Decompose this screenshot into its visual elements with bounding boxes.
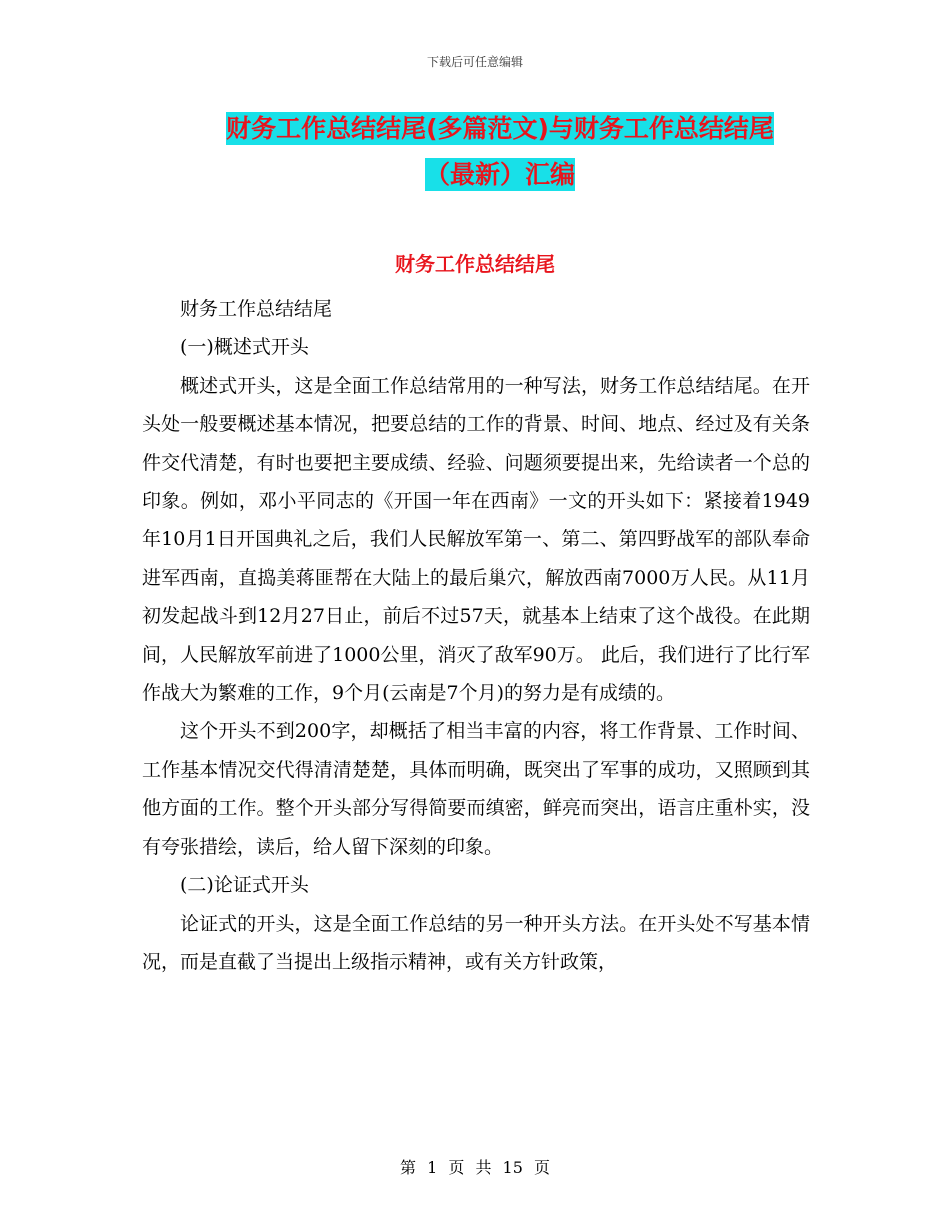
document-body — [142, 290, 810, 981]
paragraph: 概述式开头，这是全面工作总结常用的一种写法，财务工作总结结尾。在开头处一般要概述基本情况，把要总结的工作的背景、时间、地点、经过及有关条件交代清楚，有时也要把主要成绩、经验、问题须要提出来，先给读者一个总的印象。例如，邓小平同志的《开国一年在西南》一文的开头如下：紧接着1949年10月1日开国典礼之后，我们人民解放军第一、第二、第四野战军的部队奉命进军西南，直捣美蒋匪帮在大陆上的最后巢穴，解放西南7000万人民。从11月初发起战斗到12月27日止，前后不过57天，就基本上结束了这个战役。在此期间，人民解放军前进了1000公里，消灭了敌军90万。 此后，我们进行了比行军作战大为繁难的工作，9个月(云南是7个月)的努力是有成绩的。 — [142, 374, 810, 705]
page-header-note: 下载后可任意编辑 — [426, 55, 523, 69]
paragraph: 这个开头不到200字，却概括了相当丰富的内容，将工作背景、工作时间、工作基本情况交代得清清楚楚，具体而明确，既突出了军事的成功，又照顾到其他方面的工作。整个开头部分写得简要而缜密，鲜亮而突出，语言庄重朴实，没有夸张措绘，读后，给人留下深刻的印象。 — [142, 720, 810, 858]
paragraph-heading-1: (一)概述式开头 — [180, 336, 309, 359]
paragraph-section-label: 财务工作总结结尾 — [180, 298, 333, 320]
title-line-1-text: 财务工作总结结尾(多篇范文)与财务工作总结结尾 — [226, 114, 774, 143]
title-line-2-text: （最新）汇编 — [424, 160, 575, 189]
document-title-line-1 — [140, 106, 860, 152]
paragraph-heading-2: (二)论证式开头 — [180, 874, 309, 897]
page-number-footer: 第 1 页 共 15 页 — [400, 1158, 550, 1177]
section-heading: 财务工作总结结尾 — [395, 252, 555, 276]
document-title-line-2 — [140, 152, 860, 198]
paragraph: 论证式的开头，这是全面工作总结的另一种开头方法。在开头处不写基本情况，而是直截了当提出上级指示精神，或有关方针政策， — [142, 912, 810, 973]
document-title — [140, 106, 860, 198]
